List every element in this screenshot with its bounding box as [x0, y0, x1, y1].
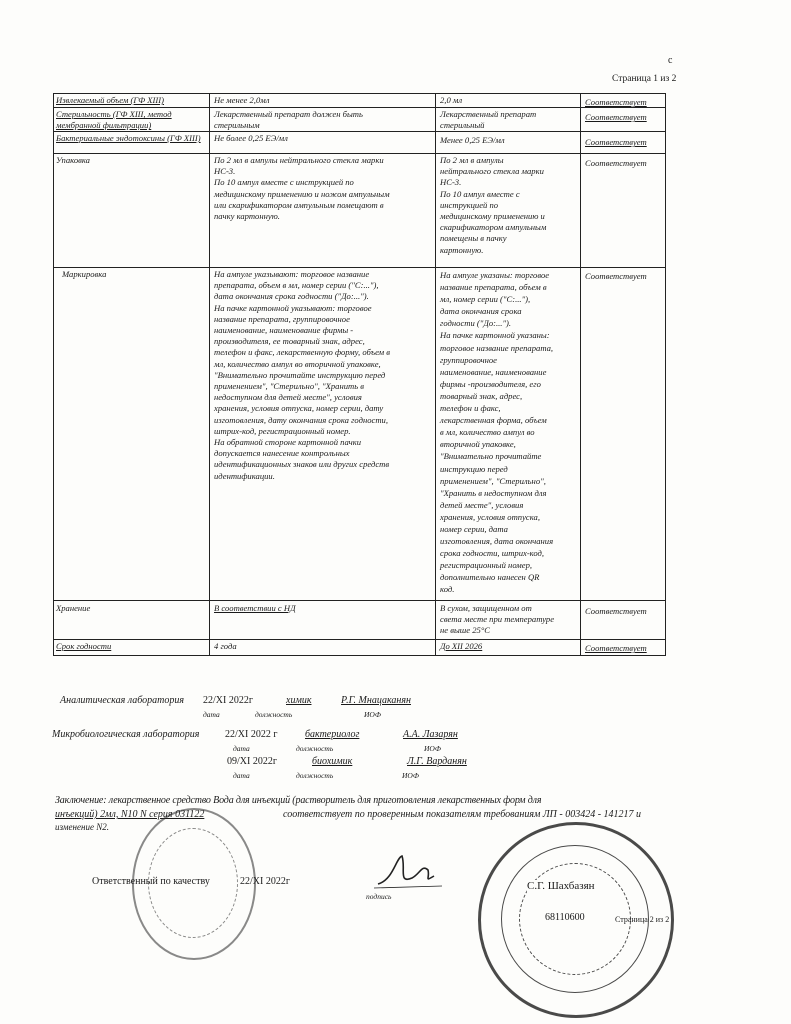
caption-name: ИОФ — [364, 710, 381, 719]
handwritten-signature — [368, 850, 448, 894]
row-norm: На ампуле указывают: торговое название препарата, объем в мл, номер серии ("С:..."), дата окончания срока годности ("До:..."). На пачке картонной указывают: торговое название препарата, группировочное наименование, наименование фирмы - производителя, ее товарный знак, адрес, телефон и факс, лекарственную форму, объем в мл, количество ампул во вторичной упаковке, "Внимательно прочитайте инструкцию перед применением", "Стерильно", "Хранить в недоступном для детей месте", условия хранения, условия отпуска, номер серии, дату изготовления, дату окончания срока годности, штрих-код, регистрационный номер. На обратной стороне картонной пачки допускается нанесение контрольных идентификационных знаков или других средств идентификации. — [214, 269, 391, 481]
caption-position: должность — [296, 771, 334, 780]
row-result: Менее 0,25 ЕЭ/мл — [440, 135, 505, 145]
micro1-name: А.А. Лазарян — [403, 729, 458, 740]
responsible-label: Ответственный по качеству — [92, 876, 210, 887]
row-norm: По 2 мл в ампулы нейтрального стекла марки НС-3. По 10 ампул вместе с инструкцией по медицинскому применению и ножом ампульным или скарификатором ампульным помещают в пачку картонную. — [214, 155, 390, 222]
row-norm: 4 года — [214, 641, 237, 651]
row-result: 2,0 мл — [440, 95, 463, 105]
micro1-position: бактериолог — [305, 729, 360, 740]
micro-lab-label: Микробиологическая лаборатория — [52, 729, 200, 740]
micro2-name: Л.Г. Варданян — [407, 756, 467, 767]
row-status: Соответствует — [585, 137, 647, 147]
row-param: Маркировка — [62, 269, 107, 279]
caption-name: ИОФ — [402, 771, 419, 780]
row-result: Лекарственный препарат стерильный — [440, 109, 537, 131]
micro2-position: биохимик — [312, 756, 353, 767]
row-status: Соответствует — [585, 112, 647, 122]
analytical-lab-label: Аналитическая лаборатория — [60, 695, 184, 706]
caption-date: дата — [233, 744, 250, 753]
bottom-page-mark: Страница 2 из 2 — [615, 915, 670, 924]
caption-position: должность — [255, 710, 293, 719]
conclusion-line-1: Заключение: лекарственное средство Вода для инъекций (растворитель для приготовления лекарственных форм для — [55, 795, 542, 806]
stamp-number: 68110600 — [545, 912, 585, 923]
conclusion-line-2b: соответствует по проверенным показателям требованиям ЛП - 003424 - 141217 и — [283, 809, 642, 820]
row-result: В сухом, защищенном от света месте при температуре не выше 25°С — [440, 603, 555, 636]
analytical-name: Р.Г. Мнацаканян — [341, 695, 411, 706]
caption-name: ИОФ — [424, 744, 441, 753]
analytical-date: 22/XI 2022г — [203, 695, 253, 706]
row-norm: В соответствии с НД — [214, 603, 296, 613]
row-result: На ампуле указаны: торговое название препарата, объем в мл, номер серии ("С:..."), дата окончания срока годности ("До:..."). На пачке картонной указаны: торговое название препарата, группировочное наименование, наименование фирмы -производителя, его товарный знак, адрес, телефон и факс, лекарственная форма, объем в мл, количество ампул во вторичной упаковке, "Внимательно прочитайте инструкцию перед применением", "Стерильно", "Хранить в недоступном для детей месте", условия хранения, условия отпуска, номер серии, дата изготовления, дата окончания срока годности, штрих-код, регистрационный номер, дополнительно нанесен QR код. — [440, 270, 554, 595]
row-status: Соответствует — [585, 158, 647, 168]
micro1-date: 22/XI 2022 г — [225, 729, 278, 740]
corner-mark: с — [668, 55, 673, 66]
signature-caption: подпись — [366, 892, 392, 901]
row-param: Стерильность (ГФ XIII, метод мембранной фильтрации) — [56, 109, 172, 131]
row-param: Извлекаемый объем (ГФ XIII) — [56, 95, 165, 105]
row-norm: Лекарственный препарат должен быть стерильным — [214, 109, 363, 131]
analytical-position: химик — [286, 695, 312, 706]
responsible-date: 22/XI 2022г — [240, 876, 290, 887]
row-result: По 2 мл в ампулы нейтрального стекла марки НС-3. По 10 ампул вместе с инструкцией по медицинскому применению и скарификатором ампульным помещены в пачку картонную. — [440, 155, 547, 255]
row-param: Срок годности — [56, 641, 112, 651]
caption-date: дата — [203, 710, 220, 719]
page-number: Страница 1 из 2 — [612, 74, 677, 84]
caption-date: дата — [233, 771, 250, 780]
conclusion-line-2a: инъекций) 2мл, N10 N серия 031122 — [55, 809, 205, 820]
row-norm: Не более 0,25 ЕЭ/мл — [214, 133, 288, 143]
row-status: Соответствует — [585, 97, 647, 107]
row-status: Соответствует — [585, 643, 647, 653]
row-norm: Не менее 2,0мл — [214, 95, 270, 105]
responsible-name: С.Г. Шахбазян — [527, 880, 595, 892]
row-status: Соответствует — [585, 606, 647, 616]
row-param: Бактериальные эндотоксины (ГФ XIII) — [56, 133, 201, 143]
row-param: Хранение — [56, 603, 91, 613]
row-result: До XII 2026 — [440, 641, 483, 651]
micro2-date: 09/XI 2022г — [227, 756, 277, 767]
conclusion-line-3: изменение N2. — [55, 822, 109, 832]
seal-left — [132, 808, 256, 960]
row-param: Упаковка — [56, 155, 90, 165]
caption-position: должность — [296, 744, 334, 753]
row-status: Соответствует — [585, 271, 647, 281]
